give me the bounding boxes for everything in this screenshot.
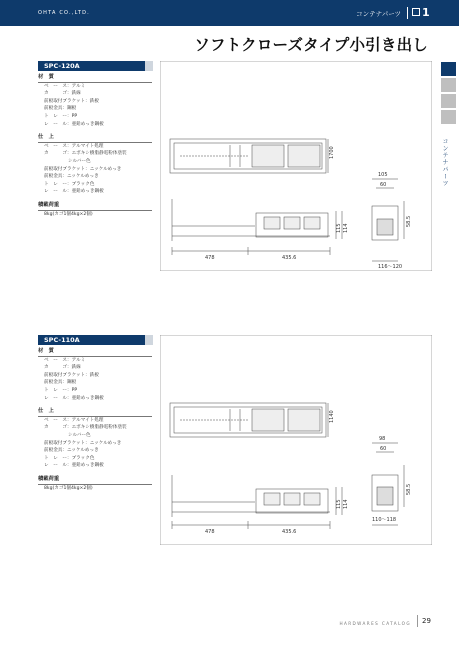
material-row: ト レ ー：PP bbox=[44, 113, 78, 119]
dim-height-2: 114 bbox=[343, 499, 349, 509]
material-row: ベ ー ス：アルミ bbox=[44, 357, 86, 363]
dim-plan-depth: 1140 bbox=[329, 410, 335, 423]
square-icon bbox=[412, 8, 420, 16]
material-row: カ ゴ：鉄線 bbox=[44, 365, 81, 371]
load-heading: 積載荷重 bbox=[38, 202, 152, 211]
material-row: レ ー ル：亜鉛めっき鋼板 bbox=[44, 395, 104, 401]
material-row: ト レ ー：PP bbox=[44, 387, 78, 393]
finish-row: レ ー ル：亜鉛めっき鋼板 bbox=[44, 463, 104, 469]
finish-row: レ ー ル：亜鉛めっき鋼板 bbox=[44, 189, 104, 195]
material-row: カ ゴ：鉄線 bbox=[44, 91, 81, 97]
spec-block-2 bbox=[38, 348, 152, 492]
dim-top-width: 105 bbox=[378, 172, 388, 178]
dim-plan-depth: 1700 bbox=[329, 146, 335, 159]
material-heading: 材 質 bbox=[38, 348, 152, 357]
finish-row: 前板取付ブラケット：ニッケルめっき bbox=[44, 440, 122, 446]
side-index-tabs bbox=[441, 62, 457, 126]
dim-length-1: 478 bbox=[205, 255, 215, 261]
finish-heading: 仕 上 bbox=[38, 408, 152, 417]
dim-height-right: 58.5 bbox=[406, 215, 412, 227]
side-category-label: コンテナパーツ bbox=[441, 138, 448, 187]
model-bar-spc-120a: SPC-120A bbox=[38, 61, 152, 71]
load-heading: 積載荷重 bbox=[38, 476, 152, 485]
side-tab bbox=[441, 110, 456, 124]
technical-drawing-1 bbox=[160, 61, 432, 271]
dim-height-1: 115 bbox=[336, 499, 342, 509]
dim-width-range: 110〜118 bbox=[372, 517, 397, 523]
dim-height-2: 114 bbox=[343, 223, 349, 233]
page-title: ソフトクローズタイプ小引き出し bbox=[194, 36, 428, 54]
finish-row: ト レ ー：ブラック色 bbox=[44, 181, 95, 187]
finish-row: シルバー色 bbox=[68, 158, 91, 164]
finish-row: カ ゴ：エポキシ樹脂静電粉体塗装 bbox=[44, 151, 127, 157]
spec-block-1 bbox=[38, 74, 152, 218]
finish-row: カ ゴ：エポキシ樹脂静電粉体塗装 bbox=[44, 425, 127, 431]
load-value: 8kg(カゴ1個4kg×2個) bbox=[44, 485, 93, 491]
side-tab bbox=[441, 94, 456, 108]
dim-width-range: 116〜120 bbox=[378, 264, 403, 270]
material-row: 前板取付ブラケット：鉄板 bbox=[44, 372, 99, 378]
drawing-svg-1 bbox=[160, 61, 432, 271]
finish-row: 前板取付ブラケット：ニッケルめっき bbox=[44, 166, 122, 172]
header-category: コンテナパーツ bbox=[356, 10, 401, 18]
page-number: 29 bbox=[422, 617, 431, 625]
finish-row: ト レ ー：ブラック色 bbox=[44, 455, 95, 461]
dim-height-right: 58.5 bbox=[406, 483, 412, 495]
material-row: 前板取付ブラケット：鉄板 bbox=[44, 98, 99, 104]
category-number-text: 1 bbox=[422, 6, 430, 19]
side-tab-active bbox=[441, 62, 456, 76]
footer-catalog-name: HARDWARES CATALOG bbox=[339, 621, 411, 626]
finish-row: ベ ー ス：アルマイト処理 bbox=[44, 417, 104, 423]
material-row: 前板金具：鋼板 bbox=[44, 106, 77, 112]
dim-top-width: 98 bbox=[379, 436, 386, 442]
dim-top-inner: 60 bbox=[380, 446, 387, 452]
material-row: ベ ー ス：アルミ bbox=[44, 83, 86, 89]
brand-logo: OHTA CO.,LTD. bbox=[38, 10, 90, 16]
technical-drawing-2 bbox=[160, 335, 432, 545]
header-divider bbox=[407, 7, 408, 19]
finish-heading: 仕 上 bbox=[38, 134, 152, 143]
material-row: 前板金具：鋼板 bbox=[44, 380, 77, 386]
finish-row: 前板金具：ニッケルめっき bbox=[44, 448, 99, 454]
drawing-svg-2 bbox=[160, 335, 432, 545]
dim-length-1: 478 bbox=[205, 529, 215, 535]
header-bar bbox=[0, 0, 459, 26]
model-bar-spc-110a: SPC-110A bbox=[38, 335, 152, 345]
dim-height-1: 115 bbox=[336, 223, 342, 233]
finish-row: シルバー色 bbox=[68, 432, 91, 438]
finish-row: ベ ー ス：アルマイト処理 bbox=[44, 143, 104, 149]
dim-length-2: 435.6 bbox=[282, 255, 297, 261]
material-row: レ ー ル：亜鉛めっき鋼板 bbox=[44, 121, 104, 127]
header-category-number bbox=[412, 6, 430, 19]
dim-top-inner: 60 bbox=[380, 182, 387, 188]
material-heading: 材 質 bbox=[38, 74, 152, 83]
dim-length-2: 435.6 bbox=[282, 529, 297, 535]
finish-row: 前板金具：ニッケルめっき bbox=[44, 174, 99, 180]
side-tab bbox=[441, 78, 456, 92]
load-value: 8kg(カゴ1個4kg×2個) bbox=[44, 211, 93, 217]
